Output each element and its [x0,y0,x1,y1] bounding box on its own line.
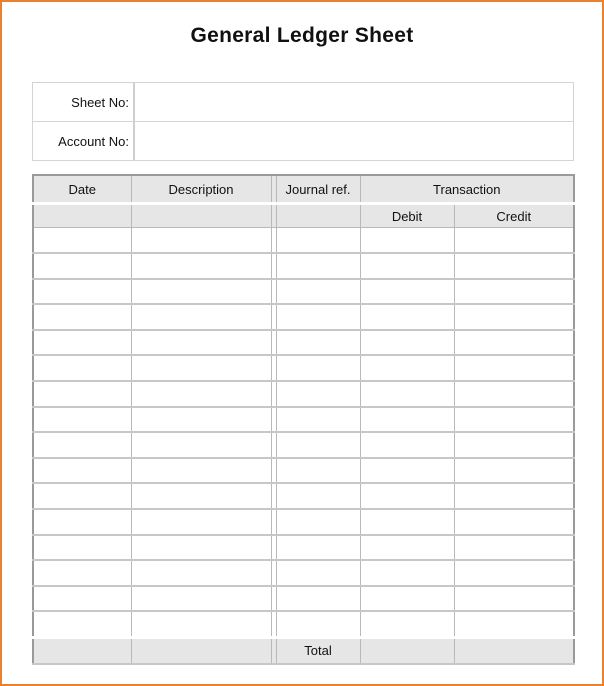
journal-ref-header: Journal ref. [276,175,360,204]
ledger-row [33,407,574,433]
debit-cell[interactable] [360,611,454,637]
date-cell[interactable] [33,560,131,586]
ledger-rows [33,228,574,638]
journal-ref-cell[interactable] [276,535,360,561]
ledger-row [33,432,574,458]
ledger-row [33,483,574,509]
date-cell[interactable] [33,253,131,279]
ledger-row [33,228,574,254]
journal-ref-cell[interactable] [276,355,360,381]
total-description-cell [131,637,271,664]
journal-ref-cell[interactable] [276,279,360,305]
ledger-row [33,611,574,637]
ledger-row [33,560,574,586]
description-cell[interactable] [131,355,271,381]
date-cell[interactable] [33,304,131,330]
description-cell[interactable] [131,509,271,535]
description-cell[interactable] [131,432,271,458]
credit-cell[interactable] [454,279,574,305]
debit-cell[interactable] [360,330,454,356]
description-cell[interactable] [131,228,271,254]
debit-cell[interactable] [360,304,454,330]
date-cell[interactable] [33,407,131,433]
debit-cell[interactable] [360,483,454,509]
date-cell[interactable] [33,355,131,381]
debit-cell[interactable] [360,432,454,458]
ledger-row [33,535,574,561]
date-subheader [33,204,131,228]
sheet-no-label: Sheet No: [33,83,135,121]
ledger-row [33,458,574,484]
date-cell[interactable] [33,483,131,509]
credit-cell[interactable] [454,330,574,356]
credit-cell[interactable] [454,407,574,433]
date-cell[interactable] [33,509,131,535]
description-cell[interactable] [131,381,271,407]
transaction-header: Transaction [360,175,574,204]
journal-ref-cell[interactable] [276,228,360,254]
date-cell[interactable] [33,279,131,305]
debit-cell[interactable] [360,560,454,586]
credit-cell[interactable] [454,483,574,509]
description-cell[interactable] [131,279,271,305]
debit-cell[interactable] [360,509,454,535]
description-cell[interactable] [131,560,271,586]
credit-cell[interactable] [454,509,574,535]
debit-cell[interactable] [360,458,454,484]
description-cell[interactable] [131,330,271,356]
debit-cell[interactable] [360,253,454,279]
credit-cell[interactable] [454,253,574,279]
journal-ref-cell[interactable] [276,253,360,279]
journal-ref-cell[interactable] [276,458,360,484]
date-cell[interactable] [33,458,131,484]
description-cell[interactable] [131,253,271,279]
page-title: General Ledger Sheet [190,24,414,47]
account-no-label: Account No: [33,122,135,160]
credit-cell[interactable] [454,432,574,458]
credit-cell[interactable] [454,381,574,407]
debit-cell[interactable] [360,228,454,254]
description-cell[interactable] [131,407,271,433]
journal-ref-cell[interactable] [276,304,360,330]
journal-ref-cell[interactable] [276,381,360,407]
date-cell[interactable] [33,586,131,612]
debit-cell[interactable] [360,381,454,407]
credit-cell[interactable] [454,355,574,381]
description-cell[interactable] [131,304,271,330]
total-label: Total [276,637,360,664]
journal-ref-cell[interactable] [276,432,360,458]
ledger-table [32,174,575,665]
sheet-no-field[interactable] [135,83,573,121]
journal-ref-cell[interactable] [276,330,360,356]
date-cell[interactable] [33,381,131,407]
description-subheader [131,204,271,228]
total-credit-cell[interactable] [454,637,574,664]
total-row [33,637,574,664]
credit-cell[interactable] [454,535,574,561]
credit-cell[interactable] [454,586,574,612]
ledger-row [33,586,574,612]
account-no-field[interactable] [135,122,573,160]
debit-cell[interactable] [360,586,454,612]
total-date-cell [33,637,131,664]
ledger-row [33,381,574,407]
debit-cell[interactable] [360,407,454,433]
journal-ref-cell[interactable] [276,483,360,509]
sheet-no-row [33,83,573,122]
date-cell[interactable] [33,611,131,637]
description-cell[interactable] [131,458,271,484]
date-cell[interactable] [33,535,131,561]
journal-ref-cell[interactable] [276,611,360,637]
journal-ref-cell[interactable] [276,560,360,586]
journal-ref-subheader [276,204,360,228]
description-cell[interactable] [131,535,271,561]
date-cell[interactable] [33,330,131,356]
debit-cell[interactable] [360,355,454,381]
debit-cell[interactable] [360,279,454,305]
total-debit-cell[interactable] [360,637,454,664]
credit-cell[interactable] [454,611,574,637]
account-no-row [33,122,573,160]
ledger-row [33,355,574,381]
credit-cell[interactable] [454,458,574,484]
description-header: Description [131,175,271,204]
date-header: Date [33,175,131,204]
description-cell[interactable] [131,586,271,612]
description-cell[interactable] [131,483,271,509]
ledger-row [33,253,574,279]
journal-ref-cell[interactable] [276,586,360,612]
ledger-row [33,279,574,305]
sheet-info-box [32,82,574,161]
debit-header: Debit [360,204,454,228]
journal-ref-cell[interactable] [276,509,360,535]
credit-cell[interactable] [454,304,574,330]
ledger-row [33,509,574,535]
date-cell[interactable] [33,432,131,458]
ledger-row [33,304,574,330]
ledger-row [33,330,574,356]
date-cell[interactable] [33,228,131,254]
journal-ref-cell[interactable] [276,407,360,433]
debit-cell[interactable] [360,535,454,561]
credit-cell[interactable] [454,560,574,586]
credit-header: Credit [454,204,574,228]
description-cell[interactable] [131,611,271,637]
credit-cell[interactable] [454,228,574,254]
